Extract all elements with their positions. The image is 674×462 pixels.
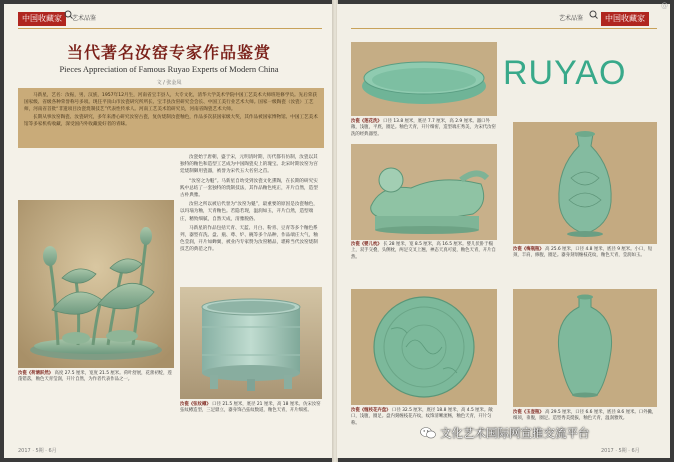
magazine-logo: 中国收藏家 — [601, 12, 649, 26]
caption-text: 高 25.6 厘米，口径 4.8 厘米，底径 9 厘米。小口，短颈，丰肩，修腹，圈足。器身刻划缠枝花纹，釉色天青，莹润如玉。 — [513, 247, 653, 259]
body-paragraph: “汝窑之为魁”。马新星自幼受到汝瓷文化熏陶，在长期的研究实践中总结了一套独特的烧制技法，其作品釉色纯正，开片自然，造型古朴典雅。 — [180, 178, 318, 199]
caption-title: 汝瓷《婴儿枕》 — [351, 242, 382, 247]
caption-title: 汝瓷《玉壶瓶》 — [513, 410, 544, 415]
bio-paragraph: 长期从事汝窑陶瓷、汝瓷研究，多年来潜心研究汝窑古瓷，复仿烧制汝瓷釉色，作品多次获国家级大奖，其作品被国家博物馆、中国工艺美术馆等多家机构收藏，深受国内外收藏爱好者的青睐。 — [24, 114, 318, 127]
header-rule — [351, 28, 657, 29]
wechat-icon — [420, 426, 436, 440]
author-bio-box — [18, 88, 324, 148]
caption-text: 长 28 厘米，宽 8.5 厘米，高 16.5 厘米。婴儿伏卧于榻上，双手交叠，头侧枕，两足交叉上翘，神态天真可爱，釉色天青，开片自然。 — [351, 242, 496, 260]
ruyao-heading: RUYAO — [503, 54, 627, 92]
caption-title: 汝瓷《莲花洗》 — [351, 119, 382, 124]
tripod-vessel-photo — [180, 287, 322, 399]
caption-carved-vase — [513, 247, 657, 260]
article-body — [180, 154, 322, 282]
plate-photo — [351, 289, 497, 405]
caption-text: 高 29.5 厘米，口径 6.6 厘米，底径 8.6 厘米。口外撇，细颈，垂腹，圈足。造型秀美挺拔，釉色天青，温润雅致。 — [513, 410, 657, 422]
watermark-text: 文化艺术国际网宣推交流平台 — [440, 426, 590, 440]
article-subtitle: Pieces Appreciation of Famous Ruyao Experts of Modern China — [59, 64, 279, 74]
header-rule — [18, 28, 322, 29]
bowl-photo — [351, 42, 497, 116]
meiping-vase-photo — [513, 289, 657, 407]
magnifier-icon — [64, 10, 73, 19]
byline: 文 / 张金凤 — [156, 80, 182, 86]
caption-tripod — [180, 402, 322, 415]
caption-lotus — [18, 371, 174, 384]
section-tag: 艺术品鉴 — [72, 15, 97, 22]
caption-text: 口径 13.8 厘米，底径 7.7 厘米，高 2.9 厘米。器口外敞，浅腹，平底，圈足。釉色天青，开片细密，造型端庄秀美，为宋代汝窑洗的经典器型。 — [351, 119, 496, 137]
page-footer: 2017 · 5期 · 6月 — [601, 448, 640, 454]
caption-baby-pillow — [351, 242, 497, 261]
lotus-sculpture-photo — [18, 200, 174, 368]
bio-paragraph: 马新星，艺名：汝振，男，汉族，1957年12月生，河南省宝丰县人，大专文化，清华大学美术学院中国工艺美术大师班进修学员。先后荣获国家级、省级各种荣誉称号多项。现任平顶山市汝瓷研究所所长、宝丰县汝窑研究会会长、中国工美行业艺术大师。国家一级陶瓷（汝瓷）工艺师，河南省首批“非遗项目汝瓷烧制技艺”代表性传承人。河南工艺美术馆研究员，河南省陶瓷艺术大师。 — [24, 93, 317, 113]
caption-title: 汝瓷《弦纹樽》 — [180, 402, 211, 407]
watermark — [420, 425, 590, 441]
body-paragraph: 马新星的作品包括天青、天蓝、月白、粉青、豆青等多个釉色系列，器型有洗、盘、瓶、尊、炉、碗等多个品种，作品端庄大气，釉色莹润，开片如蝉翼，被业内专家赞为汝窑精品，堪称当代汝窑烧制技艺的典范之作。 — [180, 225, 318, 253]
caption-text: 口径 32.5 厘米，底径 18.8 厘米，高 4.5 厘米。敞口，浅腹，圈足。盘内刻缠枝花卉纹，纹饰清晰流畅，釉色天青，开片匀称。 — [351, 408, 493, 426]
corner-mark: @ — [661, 2, 668, 10]
baby-pillow-photo — [351, 144, 497, 240]
right-page — [337, 4, 670, 458]
page-footer: 2017 · 5期 · 6月 — [18, 448, 57, 454]
article-title: 当代著名汝窑专家作品鉴赏 — [66, 43, 271, 62]
caption-title: 汝瓷《梅瓶瓶》 — [513, 247, 544, 252]
carved-vase-photo — [513, 122, 657, 244]
caption-text: 口径 21.5 厘米，底径 21 厘米，高 18 厘米。仿宋汝窑弦纹樽造型，三足鼎立，器身饰凸弦纹数道，釉色天青，开片细密。 — [180, 402, 321, 414]
body-paragraph: 汝窑之所以被后代誉为“汝窑为魁”，最重要的原因是汝瓷釉色，以玛瑙为釉，天青釉色。若隐若现，温润如玉，开片自然，造型端庄，精致细腻，自然天成，清雅脱俗。 — [180, 202, 318, 222]
magnifier-icon — [589, 10, 598, 19]
section-tag: 艺术品鉴 — [559, 15, 584, 22]
caption-title: 汝瓷《缠枝花卉盘》 — [351, 408, 391, 413]
magazine-logo: 中国收藏家 — [18, 12, 66, 26]
body-paragraph: 汝瓷始于唐朝，盛于宋，元明清时期，历代都有仿制，汝瓷以其独特的釉色和造型工艺成为中国陶瓷史上的瑰宝。北宋时期汝窑为宫廷烧制御用瓷器，被誉为宋代五大名窑之首。 — [180, 155, 318, 175]
caption-bowl — [351, 119, 497, 138]
left-page — [4, 4, 334, 458]
caption-text: 高度 27.5 厘米，宽度 21.5 厘米。荷叶舒展，花蕾初绽，莲蓬错落，釉色天青莹润，开片自然，为作者代表作品之一。 — [18, 371, 172, 383]
caption-title: 汝瓷《荷塘跃然》 — [18, 371, 54, 376]
caption-meiping-vase — [513, 410, 657, 423]
